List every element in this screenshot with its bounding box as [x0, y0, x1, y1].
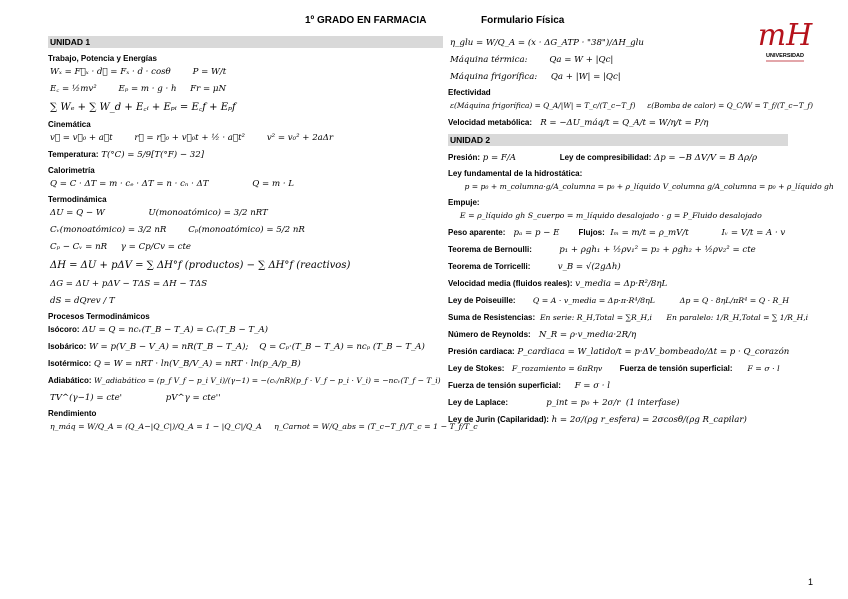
formula-heat: Q = C · ΔT = m · cₑ · ΔT = n · cₙ · ΔT Q = m · L — [50, 179, 294, 189]
formula-heat-engine: Máquina térmica: Qa = W + |Qc| — [450, 55, 614, 65]
isocoro-expr: ΔU = Q = ncᵥ(T_B − T_A) = Cᵥ(T_B − T_A) — [79, 325, 269, 335]
formula-metabolic-rate — [448, 117, 788, 129]
surface-tension-expr: F = σ · l — [732, 364, 780, 373]
formula-first-law: ΔU = Q − W U(monoatómico) = 3/2 nRT — [50, 208, 268, 218]
formula-surface-tension — [448, 380, 788, 392]
label-laplace: Ley de Laplace: — [448, 398, 509, 407]
compressibility-expr: Δp = −B ΔV/V = B Δρ/ρ — [651, 153, 758, 163]
reynolds-expr: N_R = ρ·v_media·2R/η — [530, 330, 637, 340]
label-adiabatico: Adiabático: — [48, 376, 92, 385]
logo-text: mH — [757, 18, 813, 53]
label-bernoulli: Teorema de Bernoulli: — [448, 245, 532, 254]
label-isocoro: Isócoro: — [48, 325, 80, 334]
unit-2-heading: UNIDAD 2 — [448, 134, 788, 146]
process-adiabatico — [48, 375, 443, 387]
label-tension-superficial: Fuerza de tensión superficial: — [619, 364, 733, 373]
label-temperatura: Temperatura: — [48, 150, 99, 159]
formula-torricelli — [448, 261, 788, 273]
label-poiseuille: Ley de Poiseuille: — [448, 296, 516, 305]
label-reynolds: Número de Reynolds: — [448, 330, 531, 339]
bernoulli-expr: p₁ + ρgh₁ + ½ρv₁² = p₂ + ρgh₂ + ½ρv₂² = cte — [531, 245, 756, 255]
section-trabajo: Trabajo, Potencia y Energías — [48, 54, 157, 63]
formula-glucose-efficiency: η_glu = W/Q_A = (x · ΔG_ATP · "38")/ΔH_glu — [450, 38, 644, 48]
adiabatico-expr: W_adiabático = (p_f V_f − p_i V_i)/(γ−1) = −(cᵥ/nR)(p_f · V_f − p_i · V_i) = −ncᵥ(T_f − T_i) — [91, 376, 441, 385]
temperature-expr: T(°C) = 5/9[T(°F) − 32] — [98, 150, 205, 160]
formula-buoyancy: E = ρ_líquido gh S_cuerpo = m_líquido desalojado · g = P_Fluido desalojado — [450, 211, 762, 220]
formula-entropy: dS = dQrev / T — [50, 296, 115, 306]
formula-resistances — [448, 312, 809, 324]
torricelli-expr: v_B = √(2gΔh) — [530, 262, 621, 272]
formula-temperature — [48, 149, 443, 161]
header-grado: 1º GRADO EN FARMACIA — [305, 15, 427, 26]
formula-apparent-weight — [448, 227, 788, 239]
label-compresibilidad: Ley de compresibilidad: — [559, 153, 652, 162]
laplace-expr: p_int = p₀ + 2σ/r (1 interfase) — [508, 398, 680, 408]
apparent-weight-expr: pₐ = p − E — [505, 228, 579, 238]
formula-pressure — [448, 152, 788, 164]
label-peso-aparente: Peso aparente: — [448, 228, 506, 237]
label-velocidad-metabolica: Velocidad metabólica: — [448, 118, 533, 127]
formula-heat-capacities: Cᵥ(monoatómico) = 3/2 nR Cₚ(monoatómico) = 5/2 nR — [50, 225, 305, 235]
formula-hydrostatic: p = p₀ + m_columna·g/A_columna = p₀ + ρ_líquido V_columna g/A_columna = p₀ + ρ_líquido gh — [450, 182, 834, 191]
section-calorimetria: Calorimetría — [48, 166, 95, 175]
formula-kinematics: v⃗ = v⃗₀ + a⃗t r⃗ = r⃗₀ + v⃗₀t + ½ · a⃗t² v² = v₀² + 2aΔr — [50, 133, 334, 143]
process-isobarico — [48, 341, 443, 353]
formula-work: Wₓ = F⃗ₓ · d⃗ = Fₓ · d · cosθ P = W/t — [50, 67, 227, 77]
label-tension-superficial-2: Fuerza de tensión superficial: — [448, 381, 561, 390]
section-cinematica: Cinemática — [48, 120, 91, 129]
label-empuje: Empuje: — [448, 198, 480, 207]
label-isotermico: Isotérmico: — [48, 359, 92, 368]
surface-tension-expr-2: F = σ · l — [560, 381, 611, 391]
section-rendimiento: Rendimiento — [48, 409, 97, 418]
mean-velocity-expr: v_media = Δp·R²/8ηL — [572, 279, 668, 289]
formula-poiseuille — [448, 295, 788, 307]
label-jurin: Ley de Jurin (Capilaridad): — [448, 415, 549, 424]
formula-efficiency: η_máq = W/Q_A = (Q_A−|Q_C|)/Q_A = 1 − |Q_C|/Q_A η_Carnot = W/Q_abs = (T_c−T_f)/T_c = 1 − T_f/T_c — [50, 422, 478, 431]
formula-reynolds — [448, 329, 788, 341]
section-efectividad: Efectividad — [448, 88, 491, 97]
poiseuille-expr: Q = A · v_media = Δp·π·R⁴/8ηL Δp = Q · 8ηL/πR⁴ = Q · R_H — [515, 296, 790, 305]
label-isobarico: Isobárico: — [48, 342, 87, 351]
formula-mean-velocity — [448, 278, 788, 290]
isotermico-expr: Q = W = nRT · ln(V_B/V_A) = nRT · ln(p_A/p_B) — [91, 359, 301, 369]
label-hidrostatica: Ley fundamental de la hidrostática: — [448, 169, 583, 178]
formula-cardiac-pressure — [448, 346, 788, 358]
formula-energy-balance: ∑ Wₑ + ∑ W_d + E꜀ᵢ + Eₚᵢ = E꜀f + Eₚf — [50, 102, 236, 113]
label-suma-resistencias: Suma de Resistencias: — [448, 313, 536, 322]
formula-stokes — [448, 363, 788, 375]
page-number: 1 — [808, 577, 814, 587]
formula-mayer: Cₚ − Cᵥ = nR γ = Cp/Cv = cte — [50, 242, 191, 252]
section-procesos: Procesos Termodinámicos — [48, 312, 150, 321]
logo-caption: UNIVERSIDAD — [766, 53, 804, 59]
formula-energy: E꜀ = ½mv² Eₚ = m · g · h Fr = μN — [50, 84, 226, 94]
metabolic-expr: R = −ΔU_máq/t = Q_A/t = W/η/t = P/η — [532, 118, 709, 128]
formula-bernoulli — [448, 244, 788, 256]
resistances-expr: En serie: R_H,Total = ∑R_H,i En paralelo: 1/R_H,Total = ∑ 1/R_H,i — [535, 313, 809, 322]
section-termodinamica: Termodinámica — [48, 195, 107, 204]
formula-refrigerator: Máquina frigorífica: Qa + |W| = |Qc| — [450, 72, 621, 82]
process-isocoro — [48, 324, 443, 336]
jurin-expr: h = 2σ/(ρg r_esfera) = 2σcosθ/(ρg R_capilar) — [548, 415, 747, 425]
pressure-expr: p = F/A — [480, 153, 560, 163]
label-presion-cardiaca: Presión cardiaca: — [448, 347, 515, 356]
cardiac-expr: P_cardiaca = W_latido/t = p·ΔV_bombeado/Δt = p · Q_corazón — [514, 347, 790, 357]
label-velocidad-media: Velocidad media (fluidos reales): — [448, 279, 573, 288]
flows-expr: Iₘ = m/t = ρ_mV/t Iᵥ = V/t = A · v — [604, 228, 786, 238]
formula-laplace — [448, 397, 788, 409]
formula-jurin — [448, 414, 788, 426]
formula-enthalpy: ΔH = ΔU + pΔV = ∑ ΔH°f (productos) − ∑ ΔH°f (reactivos) — [50, 260, 351, 271]
unit-1-heading: UNIDAD 1 — [48, 36, 443, 48]
formula-adiabatic-relations: TV^(γ−1) = cte' pV^γ = cte'' — [50, 393, 221, 403]
label-flujos: Flujos: — [578, 228, 605, 237]
formula-effectiveness: ε(Máquina frigorífica) = Q_A/|W| = T_c/(T_c−T_f) ε(Bomba de calor) = Q_C/W = T_f/(T_c−T_f) — [450, 101, 813, 110]
process-isotermico — [48, 358, 443, 370]
header-formulario: Formulario Física — [481, 15, 565, 26]
label-torricelli: Teorema de Torricelli: — [448, 262, 531, 271]
stokes-expr: F_rozamiento = 6πRηv — [504, 364, 620, 373]
label-presion: Presión: — [448, 153, 481, 162]
isobarico-expr: W = p(V_B − V_A) = nR(T_B − T_A); Q = Cₚ·(T_B − T_A) = ncₚ (T_B − T_A) — [86, 342, 425, 352]
formula-gibbs: ΔG = ΔU + pΔV − TΔS = ΔH − TΔS — [50, 279, 208, 289]
label-stokes: Ley de Stokes: — [448, 364, 505, 373]
